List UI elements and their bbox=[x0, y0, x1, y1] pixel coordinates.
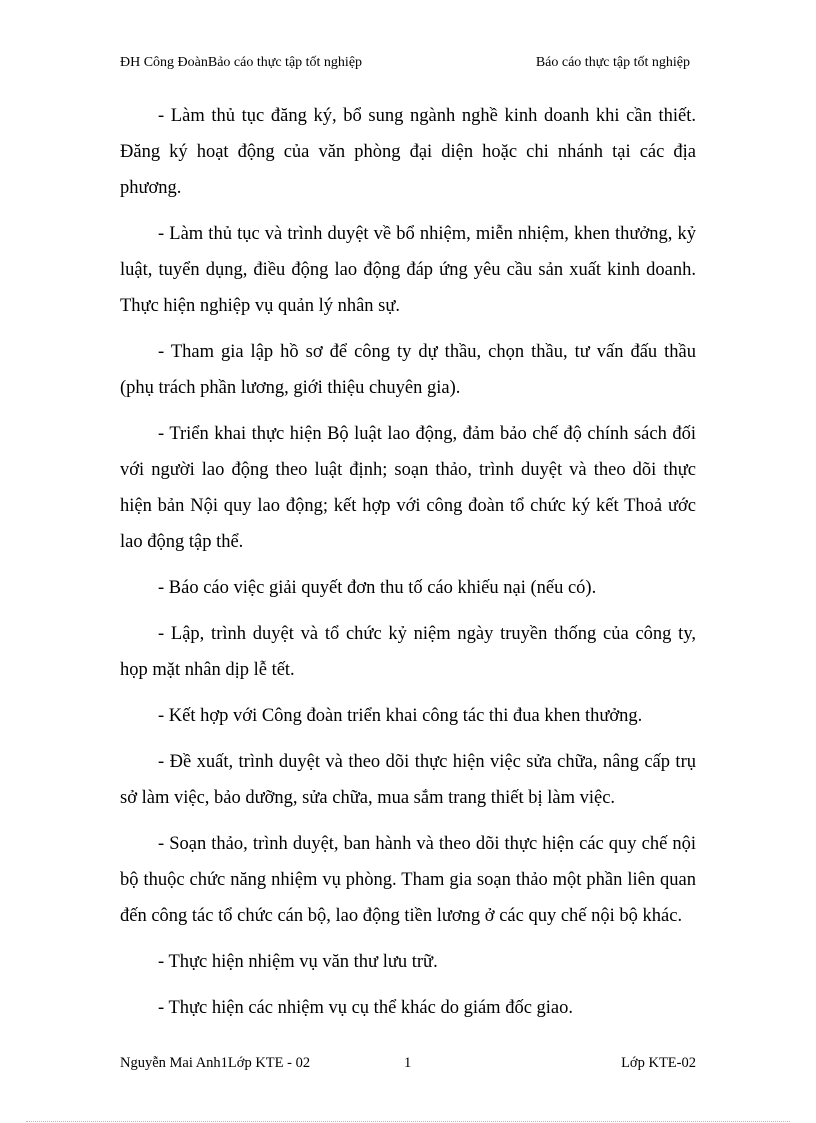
paragraph-1: - Làm thủ tục đăng ký, bổ sung ngành nghề kinh doanh khi cần thiết. Đăng ký hoạt động của văn phòng đại diện hoặc chi nhánh tại các địa phương. bbox=[120, 106, 696, 198]
page-header bbox=[120, 53, 690, 73]
page-bottom-edge bbox=[26, 1121, 790, 1122]
paragraph-7: - Kết hợp với Công đoàn triển khai công tác thi đua khen thưởng. bbox=[158, 706, 643, 726]
paragraph-5: - Báo cáo việc giải quyết đơn thu tố cáo khiếu nại (nếu có). bbox=[158, 578, 597, 598]
header-right-text: Báo cáo thực tập tốt nghiệp bbox=[535, 55, 690, 70]
paragraph-6: - Lập, trình duyệt và tổ chức kỷ niệm ngày truyền thống của công ty, họp mặt nhân dịp lễ tết. bbox=[120, 624, 696, 680]
paragraph-11: - Thực hiện các nhiệm vụ cụ thể khác do giám đốc giao. bbox=[158, 998, 574, 1018]
footer-class: Lớp KTE-02 bbox=[621, 1055, 696, 1071]
paragraph-4: - Triển khai thực hiện Bộ luật lao động, đảm bảo chế độ chính sách đối với người lao động theo luật định; soạn thảo, trình duyệt và theo dõi thực hiện bản Nội quy lao động; kết hợp với công đoàn tổ chức ký kết Thoả ước lao động tập thể. bbox=[120, 424, 696, 552]
paragraph-3: - Tham gia lập hồ sơ để công ty dự thầu, chọn thầu, tư vấn đấu thầu (phụ trách phần lương, giới thiệu chuyên gia). bbox=[120, 342, 696, 398]
footer-author: Nguyễn Mai Anh1Lớp KTE - 02 bbox=[120, 1055, 311, 1071]
paragraph-10: - Thực hiện nhiệm vụ văn thư lưu trữ. bbox=[158, 952, 438, 972]
paragraph-9: - Soạn thảo, trình duyệt, ban hành và theo dõi thực hiện các quy chế nội bộ thuộc chức năng nhiệm vụ phòng. Tham gia soạn thảo một phần liên quan đến công tác tổ chức cán bộ, lao động tiền lương ở các quy chế nội bộ khác. bbox=[120, 834, 696, 926]
page-body bbox=[120, 98, 696, 1036]
paragraph-8: - Đề xuất, trình duyệt và theo dõi thực hiện việc sửa chữa, nâng cấp trụ sở làm việc, bảo dưỡng, sửa chữa, mua sắm trang thiết bị làm việc. bbox=[120, 752, 696, 808]
paragraph-2: - Làm thủ tục và trình duyệt về bổ nhiệm, miễn nhiệm, khen thưởng, kỷ luật, tuyển dụng, điều động lao động đáp ứng yêu cầu sản xuất kinh doanh. Thực hiện nghiệp vụ quản lý nhân sự. bbox=[120, 224, 696, 316]
header-left-text: ĐH Công ĐoànBảo cáo thực tập tốt nghiệp bbox=[120, 55, 363, 70]
footer-page-number: 1 bbox=[404, 1055, 412, 1071]
page-footer bbox=[120, 1052, 696, 1074]
